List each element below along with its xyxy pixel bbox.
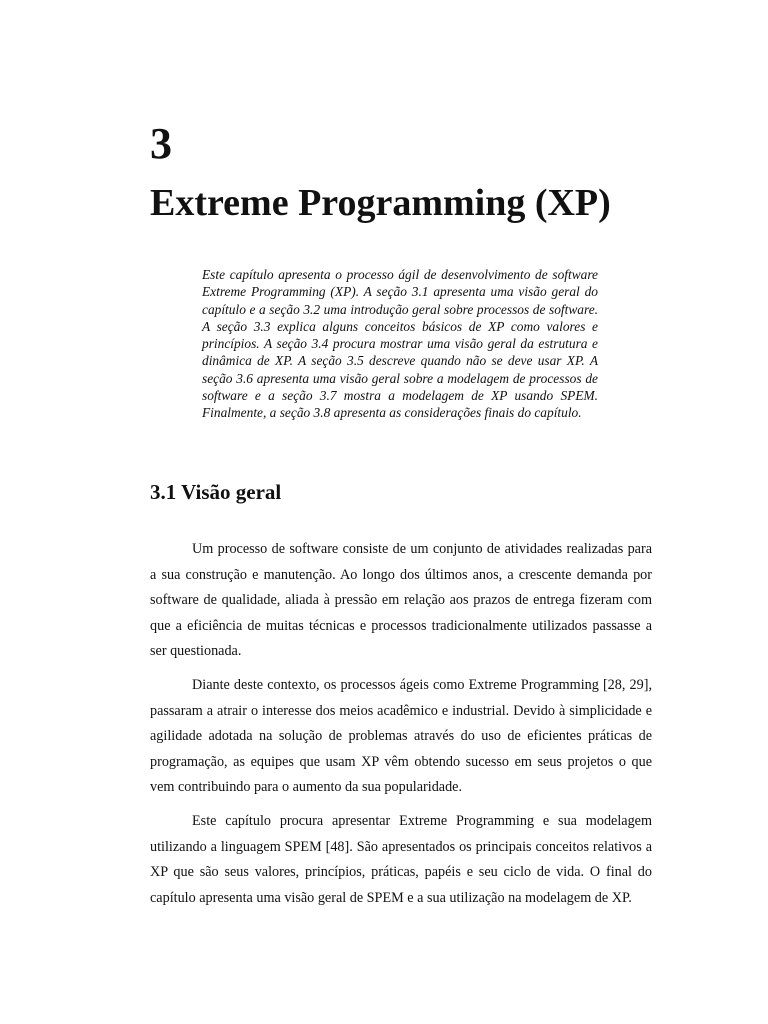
chapter-number: 3 [150,119,172,168]
section-body [150,537,652,919]
body-paragraph: Diante deste contexto, os processos ágeis como Extreme Programming [28, 29], passaram a atrair o interesse dos meios acadêmico e industrial. Devido à simplicidade e agilidade adotada na solução de problemas através do uso de eficientes práticas de programação, as equipes que usam XP vêm obtendo sucesso em seus projetos o que vem contribuindo para o aumento da sua popularidade. [150,676,652,796]
section-heading: 3.1 Visão geral [150,480,282,504]
chapter-title: Extreme Programming (XP) [150,182,611,224]
chapter-abstract: Este capítulo apresenta o processo ágil de desenvolvimento de software Extreme Programming (XP). A seção 3.1 apresenta uma visão geral do capítulo e a seção 3.2 uma introdução geral sobre processos de software. A seção 3.3 explica alguns conceitos básicos de XP como valores e princípios. A seção 3.4 procura mostrar uma visão geral da estrutura e dinâmica de XP. A seção 3.5 descreve quando não se deve usar XP. A seção 3.6 apresenta uma visão geral sobre a modelagem de processos de software e a seção 3.7 mostra a modelagem de XP usando SPEM. Finalmente, a seção 3.8 apresenta as considerações finais do capítulo. [202,267,598,421]
body-paragraph: Este capítulo procura apresentar Extreme Programming e sua modelagem utilizando a linguagem SPEM [48]. São apresentados os principais conceitos relativos a XP que são seus valores, princípios, práticas, papéis e seu ciclo de vida. O final do capítulo apresenta uma visão geral de SPEM e a sua utilização na modelagem de XP. [150,812,652,906]
body-paragraph: Um processo de software consiste de um conjunto de atividades realizadas para a sua construção e manutenção. Ao longo dos últimos anos, a crescente demanda por software de qualidade, aliada à pressão em relação aos prazos de entrega fizeram com que a eficiência de muitas técnicas e processos tradicionalmente utilizados passasse a ser questionada. [150,541,652,660]
